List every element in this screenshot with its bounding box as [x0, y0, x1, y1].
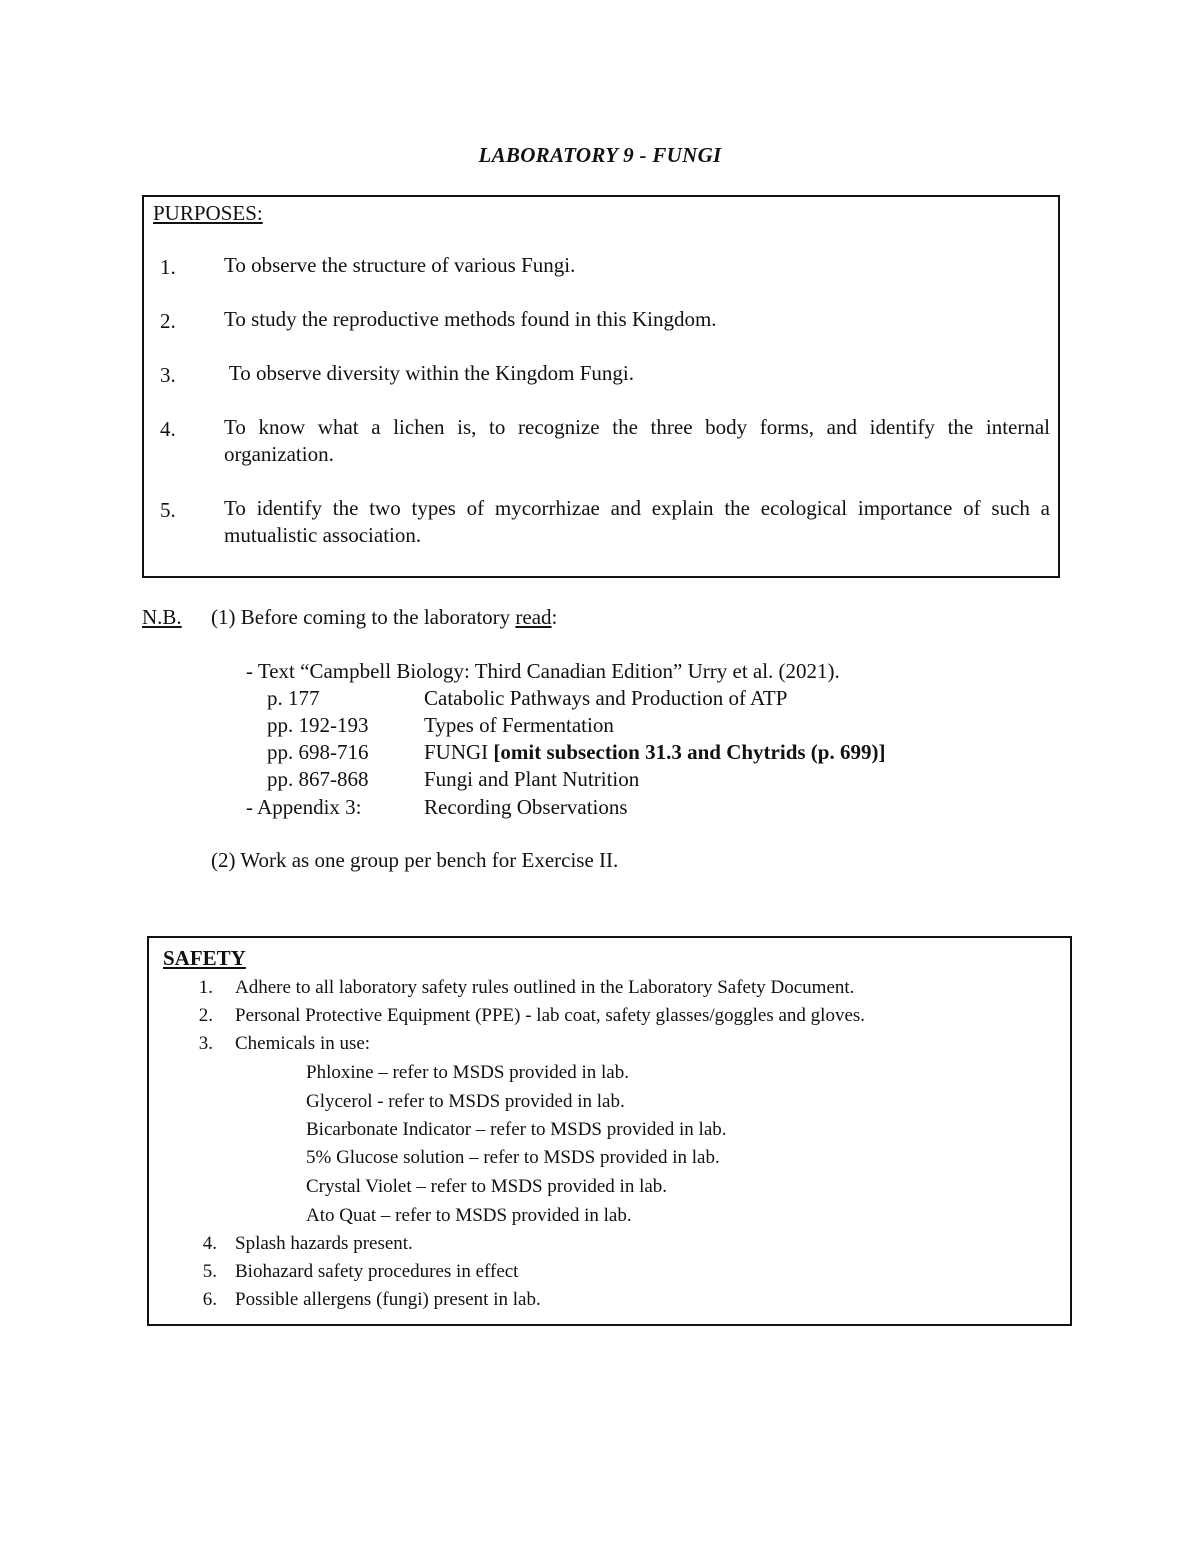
safety-item-number: 1. — [198, 977, 213, 998]
reading-topic-main: FUNGI — [424, 740, 489, 764]
nb-note-1-suffix: : — [551, 605, 558, 629]
safety-item-text: Splash hazards present. — [235, 1233, 413, 1254]
nb-label: N.B. — [142, 605, 182, 629]
safety-box — [147, 936, 1072, 1326]
reading-pages: pp. 698-716 — [267, 740, 369, 764]
reading-topic-omit-note: [omit subsection 31.3 and Chytrids (p. 699)] — [488, 740, 886, 764]
reading-topic: Recording Observations — [424, 795, 628, 819]
safety-item-number: 6. — [202, 1289, 217, 1310]
chemical-item: Glycerol - refer to MSDS provided in lab. — [306, 1091, 625, 1112]
safety-heading: SAFETY — [163, 946, 246, 970]
reading-topic: Fungi and Plant Nutrition — [424, 767, 640, 791]
reading-topic: Types of Fermentation — [424, 713, 614, 737]
reading-topic — [424, 740, 885, 765]
purpose-text: To observe diversity within the Kingdom Fungi. — [224, 361, 634, 385]
chemical-item: 5% Glucose solution – refer to MSDS provided in lab. — [306, 1147, 720, 1168]
reading-pages: pp. 192-193 — [267, 713, 369, 737]
reading-pages: - Appendix 3: — [246, 795, 362, 819]
safety-item-number: 2. — [198, 1005, 213, 1026]
purpose-number: 2. — [160, 309, 176, 333]
chemical-item: Phloxine – refer to MSDS provided in lab. — [306, 1062, 629, 1083]
reading-pages: pp. 867-868 — [267, 767, 369, 791]
purpose-number: 1. — [160, 255, 176, 279]
nb-read-word: read — [515, 605, 552, 629]
purpose-text: To observe the structure of various Fungi. — [224, 253, 576, 277]
safety-item-text: Personal Protective Equipment (PPE) - lab coat, safety glasses/goggles and gloves. — [235, 1005, 866, 1026]
chemical-item: Bicarbonate Indicator – refer to MSDS provided in lab. — [306, 1119, 727, 1140]
nb-note-1 — [211, 605, 557, 630]
page-title: LABORATORY 9 - FUNGI — [478, 143, 722, 167]
chemical-item: Crystal Violet – refer to MSDS provided in lab. — [306, 1176, 668, 1197]
safety-item-number: 4. — [202, 1233, 217, 1254]
purposes-heading: PURPOSES: — [153, 201, 263, 225]
nb-note-2: (2) Work as one group per bench for Exercise II. — [211, 848, 619, 872]
safety-item-text: Possible allergens (fungi) present in lab. — [235, 1289, 541, 1310]
safety-item-text: Adhere to all laboratory safety rules outlined in the Laboratory Safety Document. — [235, 977, 855, 998]
safety-item-number: 3. — [198, 1033, 213, 1054]
reading-topic: Catabolic Pathways and Production of ATP — [424, 686, 788, 710]
purpose-number: 5. — [160, 498, 176, 522]
safety-item-text: Chemicals in use: — [235, 1033, 371, 1054]
purpose-text: To know what a lichen is, to recognize the three body forms, and identify the internal organization. — [224, 415, 1050, 466]
purpose-number: 3. — [160, 363, 176, 387]
textbook-reference: - Text “Campbell Biology: Third Canadian Edition” Urry et al. (2021). — [246, 659, 840, 683]
purpose-text: To study the reproductive methods found in this Kingdom. — [224, 307, 717, 331]
purpose-text: To identify the two types of mycorrhizae and explain the ecological importance of such a mutualistic association. — [224, 496, 1050, 547]
chemical-item: Ato Quat – refer to MSDS provided in lab. — [306, 1205, 632, 1226]
purposes-box — [142, 195, 1060, 578]
safety-item-text: Biohazard safety procedures in effect — [235, 1261, 519, 1282]
reading-pages: p. 177 — [267, 686, 320, 710]
purpose-number: 4. — [160, 417, 176, 441]
safety-item-number: 5. — [202, 1261, 217, 1282]
nb-note-1-prefix: (1) Before coming to the laboratory — [211, 605, 516, 629]
